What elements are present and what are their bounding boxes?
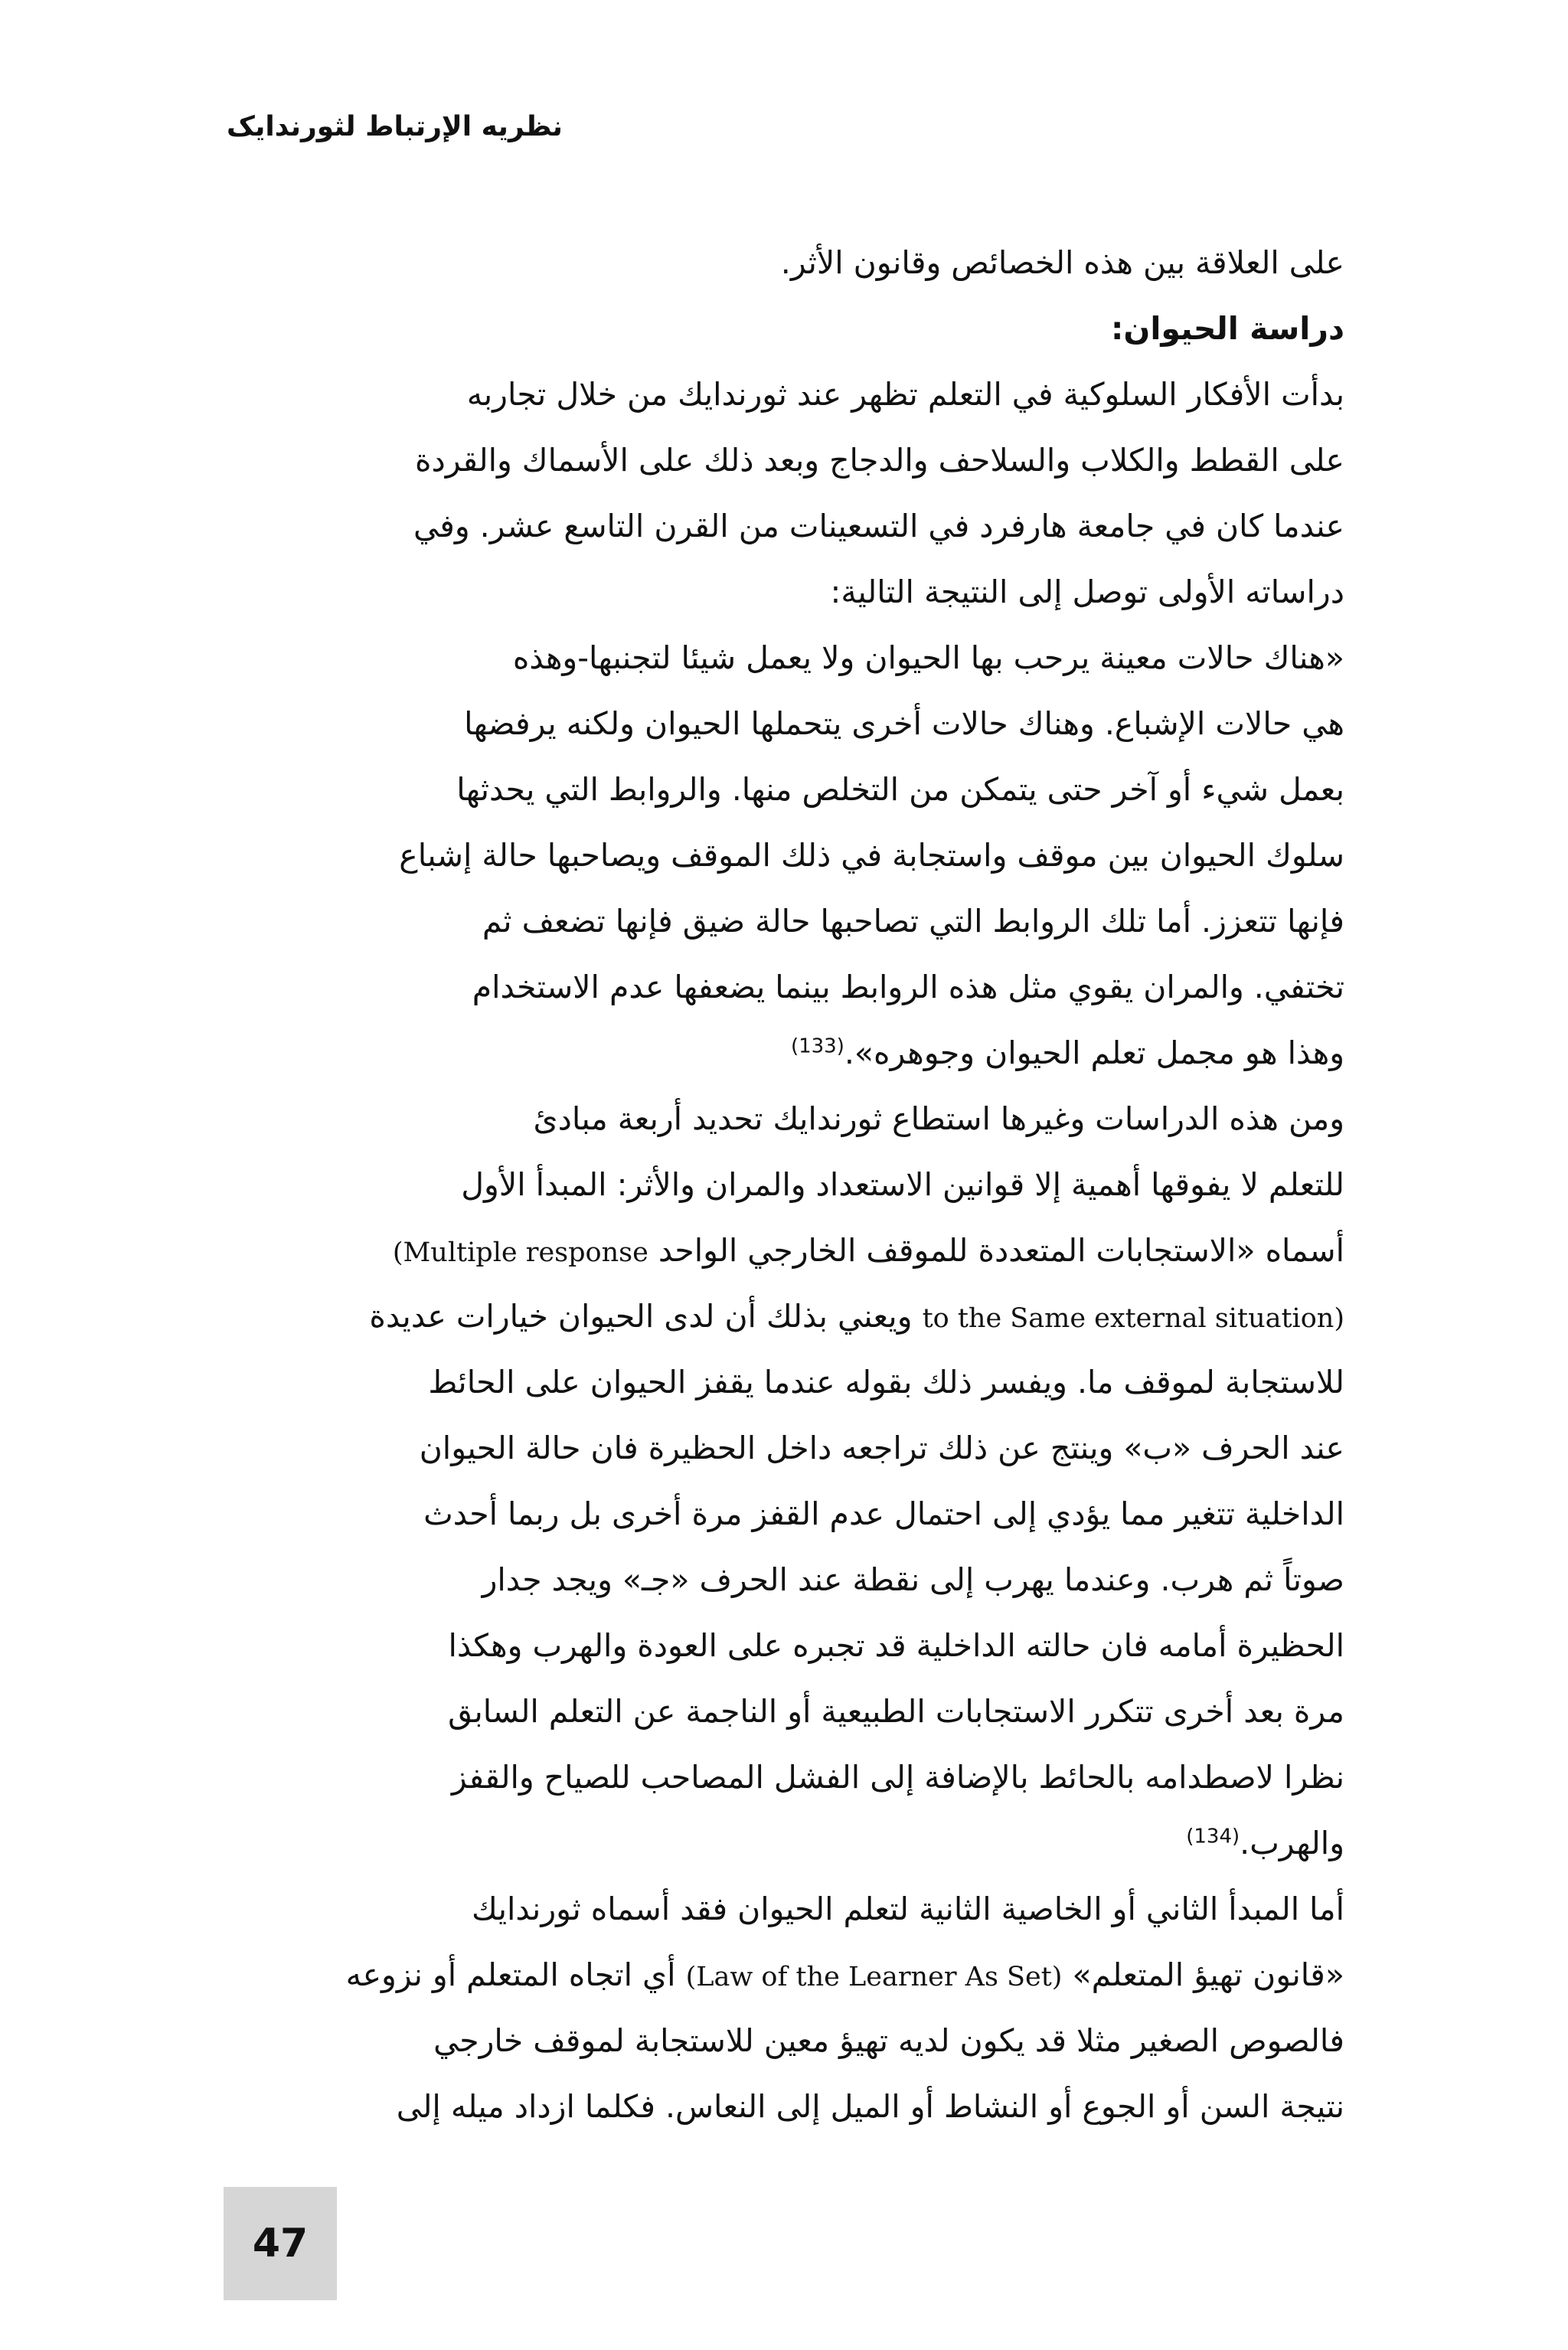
law-name: «قانون تهيؤ المتعلم» bbox=[1072, 1956, 1344, 1993]
quote-line bbox=[227, 691, 1344, 757]
text-line bbox=[227, 427, 1344, 493]
line-text: ويعني بذلك أن لدى الحيوان خيارات عديدة bbox=[369, 1298, 913, 1335]
text-line bbox=[227, 1876, 1344, 1942]
line-text: الداخلية تتغير مما يؤدي إلى احتمال عدم القفز مرة أخرى بل ربما أحدث bbox=[423, 1495, 1344, 1532]
line-text: أسماه «الاستجابات المتعددة للموقف الخارجي الواحد bbox=[658, 1232, 1344, 1269]
line-text: «هناك حالات معينة يرحب بها الحيوان ولا يعمل شيئا لتجنبها-وهذه bbox=[512, 639, 1344, 676]
line-text: بعمل شيء أو آخر حتى يتمكن من التخلص منها. والروابط التي يحدثها bbox=[456, 771, 1344, 808]
line-text: ومن هذه الدراسات وغيرها استطاع ثورندايك تحديد أربعة مبادئ bbox=[533, 1100, 1344, 1137]
text-line bbox=[227, 1349, 1344, 1415]
text-line bbox=[227, 1547, 1344, 1613]
line-text: نظرا لاصطدامه بالحائط بالإضافة إلى الفشل المصاحب للصياح والقفز bbox=[451, 1759, 1344, 1796]
line-text: للاستجابة لموقف ما. ويفسر ذلك بقوله عندما يقفز الحيوان على الحائط bbox=[428, 1364, 1344, 1401]
text-line bbox=[227, 493, 1344, 559]
line-text: على القطط والكلاب والسلاحف والدجاج وبعد ذلك على الأسماك والقردة bbox=[414, 442, 1344, 479]
running-header: نظريه الإرتباط لثورندايک bbox=[227, 111, 563, 142]
line-text: تختفي. والمران يقوي مثل هذه الروابط بينما يضعفها عدم الاستخدام bbox=[472, 969, 1344, 1005]
text-line bbox=[227, 2008, 1344, 2074]
line-text: نتيجة السن أو الجوع أو النشاط أو الميل إلى النعاس. فكلما ازداد ميله إلى bbox=[396, 2088, 1344, 2125]
text-line bbox=[227, 1415, 1344, 1481]
line-text: عند الحرف «ب» وينتج عن ذلك تراجعه داخل الحظيرة فان حالة الحيوان bbox=[419, 1430, 1344, 1466]
quote-line bbox=[227, 625, 1344, 691]
text-line bbox=[227, 1613, 1344, 1678]
line-text: بدأت الأفكار السلوكية في التعلم تظهر عند ثورندايك من خلال تجاربه bbox=[466, 376, 1344, 413]
page-number: 47 bbox=[252, 2221, 309, 2267]
quote-line bbox=[227, 1020, 1344, 1086]
line-text: سلوك الحيوان بين موقف واستجابة في ذلك الموقف ويصاحبها حالة إشباع bbox=[399, 837, 1344, 874]
body-text bbox=[227, 230, 1344, 2139]
line-text: أي اتجاه المتعلم أو نزوعه bbox=[345, 1956, 676, 1993]
text-line bbox=[227, 2074, 1344, 2139]
line-text: هي حالات الإشباع. وهناك حالات أخرى يتحملها الحيوان ولكنه يرفضها bbox=[464, 705, 1344, 742]
line-text: مرة بعد أخرى تتكرر الاستجابات الطبيعية أو الناجمة عن التعلم السابق bbox=[448, 1693, 1344, 1730]
text-line bbox=[227, 559, 1344, 625]
line-text: فالصوص الصغير مثلا قد يكون لديه تهيؤ معين للاستجابة لموقف خارجي bbox=[433, 2022, 1344, 2059]
footnote-ref: (134) bbox=[1186, 1825, 1240, 1848]
quote-line bbox=[227, 822, 1344, 888]
text-line bbox=[227, 1217, 1344, 1283]
latin-term: (Multiple response bbox=[392, 1237, 648, 1268]
latin-term: to the Same external situation) bbox=[922, 1303, 1344, 1334]
line-text: والهرب. bbox=[1240, 1825, 1344, 1861]
text-line bbox=[227, 1283, 1344, 1349]
quote-line bbox=[227, 888, 1344, 954]
line-text: دراساته الأولى توصل إلى النتيجة التالية: bbox=[830, 574, 1344, 610]
text-line bbox=[227, 1810, 1344, 1876]
line-text: على العلاقة بين هذه الخصائص وقانون الأثر. bbox=[780, 244, 1344, 281]
text-line bbox=[227, 230, 1344, 296]
heading-text: دراسة الحيوان: bbox=[1110, 310, 1344, 347]
text-line bbox=[227, 361, 1344, 427]
line-text: للتعلم لا يفوقها أهمية إلا قوانين الاستعداد والمران والأثر: المبدأ الأول bbox=[461, 1166, 1344, 1203]
line-text: صوتاً ثم هرب. وعندما يهرب إلى نقطة عند الحرف «جـ» ويجد جدار bbox=[482, 1561, 1344, 1598]
text-line bbox=[227, 1942, 1344, 2008]
quote-line bbox=[227, 757, 1344, 822]
line-text: وهذا هو مجمل تعلم الحيوان وجوهره». bbox=[844, 1034, 1344, 1071]
text-line bbox=[227, 1678, 1344, 1744]
page-number-box bbox=[224, 2187, 337, 2300]
line-text: أما المبدأ الثاني أو الخاصية الثانية لتعلم الحيوان فقد أسماه ثورندايك bbox=[472, 1891, 1344, 1927]
quote-line bbox=[227, 954, 1344, 1020]
text-line bbox=[227, 1744, 1344, 1810]
text-line bbox=[227, 1152, 1344, 1217]
line-text: عندما كان في جامعة هارفرد في التسعينات من القرن التاسع عشر. وفي bbox=[413, 508, 1344, 544]
latin-term: (Law of the Learner As Set) bbox=[685, 1962, 1063, 1992]
section-heading bbox=[227, 296, 1344, 361]
line-text: فإنها تتعزز. أما تلك الروابط التي تصاحبها حالة ضيق فإنها تضعف ثم bbox=[482, 903, 1344, 940]
footnote-ref: (133) bbox=[790, 1034, 844, 1058]
text-line bbox=[227, 1481, 1344, 1547]
text-line bbox=[227, 1086, 1344, 1152]
line-text: الحظيرة أمامه فان حالته الداخلية قد تجبره على العودة والهرب وهكذا bbox=[448, 1627, 1344, 1664]
